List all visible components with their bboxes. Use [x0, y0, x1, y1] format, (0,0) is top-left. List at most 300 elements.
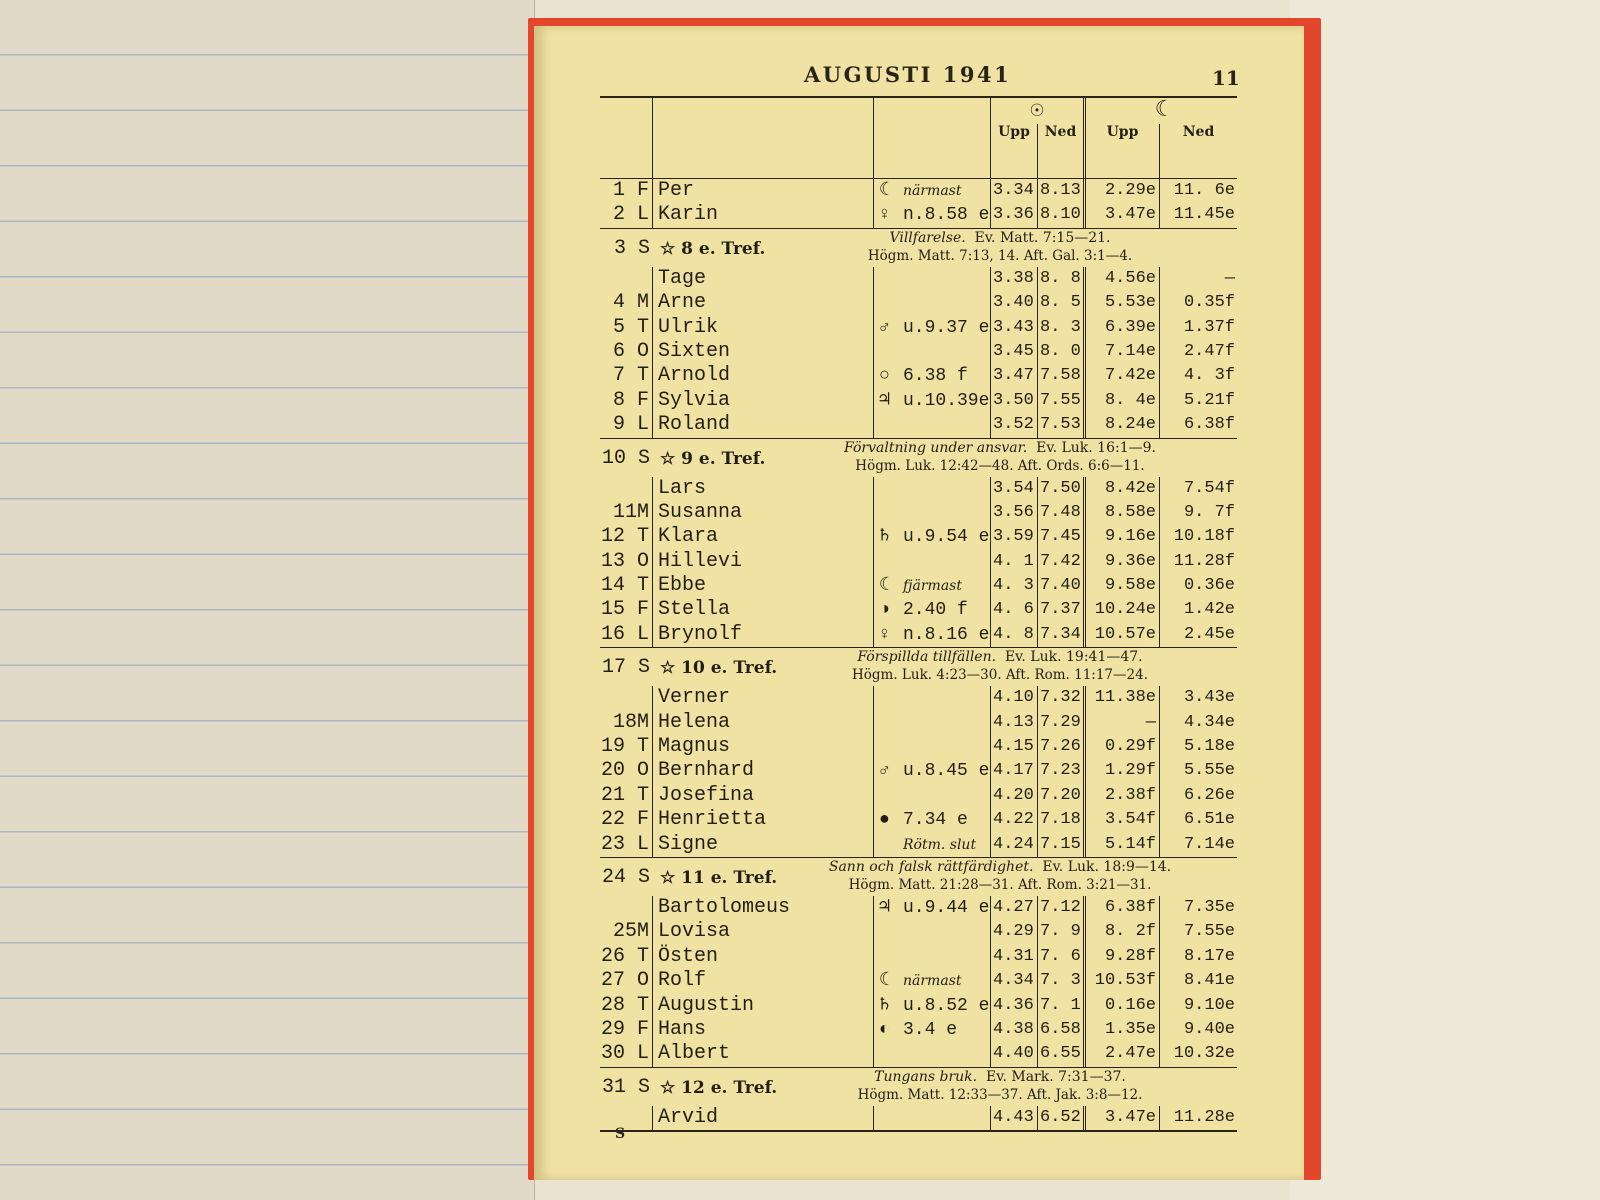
astronomy-note — [874, 316, 991, 340]
sunrise: 4. 6 — [991, 598, 1038, 622]
sunset: 7.34 — [1038, 623, 1086, 647]
astro-symbol-icon: ☾ — [879, 181, 890, 201]
astro-note-text: Rötm. slut — [903, 836, 977, 853]
day-row — [600, 550, 1237, 574]
table-surface — [1290, 0, 1600, 1200]
moonrise: 8. 4e — [1086, 389, 1160, 413]
sunrise: 3.47 — [991, 364, 1038, 388]
name-day: Bartolomeus — [653, 896, 874, 920]
day-label: 2 L — [600, 203, 653, 227]
sunday-gospel: Ev. Luk. 19:41—47. — [1004, 649, 1143, 666]
day-label: 27 O — [600, 969, 653, 993]
sunday-theme-line — [780, 439, 1220, 457]
day-label: 26 T — [600, 945, 653, 969]
sunday-row — [600, 647, 1237, 686]
sunset: 8.13 — [1038, 179, 1086, 203]
sunrise: 4. 1 — [991, 550, 1038, 574]
moonset: 7.54f — [1183, 478, 1235, 498]
day-label: 4 M — [600, 291, 653, 315]
sunday-date: 24 S — [601, 865, 650, 889]
day-label: 21 T — [600, 784, 653, 808]
astronomy-note — [874, 711, 991, 735]
astronomy-note — [874, 735, 991, 759]
day-row — [600, 1106, 1237, 1130]
name-day: Lars — [653, 477, 874, 501]
sunday-date: 17 S — [601, 656, 650, 680]
astronomy-note — [874, 896, 991, 920]
sunset: 8. 5 — [1038, 291, 1086, 315]
name-day: Augustin — [653, 994, 874, 1018]
sunset: 7.48 — [1038, 501, 1086, 525]
moonrise: 10.53f — [1086, 969, 1160, 993]
moonrise: 0.16e — [1086, 994, 1160, 1018]
name-day: Josefina — [653, 784, 874, 808]
astro-note-text: u.9.44 e — [903, 897, 990, 918]
moon-icon: ☾ — [1154, 98, 1169, 123]
day-label — [600, 686, 653, 710]
sunday-theme-line — [780, 229, 1220, 247]
moonrise: 11.38e — [1086, 686, 1160, 710]
sunrise: 4.38 — [991, 1018, 1038, 1042]
day-label: 19 T — [600, 735, 653, 759]
sunday-row — [600, 228, 1237, 267]
astronomy-note — [874, 759, 991, 783]
moonrise: — — [1086, 711, 1160, 735]
sunset: 7.15 — [1038, 833, 1086, 857]
astro-note-text: n.8.16 e — [903, 624, 990, 645]
day-label — [600, 477, 653, 501]
name-day: Rolf — [653, 969, 874, 993]
day-label: 13 O — [600, 550, 653, 574]
day-row — [600, 179, 1237, 203]
moonset: 5.55e — [1183, 761, 1235, 781]
sunday-theme-line — [780, 648, 1220, 666]
sunset: 7.12 — [1038, 896, 1086, 920]
astro-symbol-icon: ♂ — [879, 761, 890, 782]
sunday-row — [600, 438, 1237, 477]
moonrise: 9.28f — [1086, 945, 1160, 969]
astro-note-text: 3.4 e — [903, 1019, 958, 1040]
sunset: 7. 1 — [1038, 994, 1086, 1018]
moon-rise-header: Upp — [1106, 124, 1139, 140]
moonrise: 4.56e — [1086, 267, 1160, 291]
astronomy-note — [874, 550, 991, 574]
sunset: 7.26 — [1038, 735, 1086, 759]
name-day: Hans — [653, 1018, 874, 1042]
astronomy-note — [874, 994, 991, 1018]
astro-symbol-icon: ♀ — [879, 624, 890, 645]
day-row — [600, 364, 1237, 388]
calendar-page — [534, 26, 1304, 1180]
sunset: 7.58 — [1038, 364, 1086, 388]
name-day: Helena — [653, 711, 874, 735]
sunset: 7. 3 — [1038, 969, 1086, 993]
sun-set-header: Ned — [1044, 124, 1077, 140]
name-day: Signe — [653, 833, 874, 857]
day-row — [600, 501, 1237, 525]
sunday-readings: Högm. Luk. 4:23—30. Aft. Rom. 11:17—24. — [852, 667, 1148, 684]
sunset: 7.53 — [1038, 413, 1086, 437]
sunset: 7.50 — [1038, 477, 1086, 501]
day-label: 15 F — [600, 598, 653, 622]
sunset: 7.55 — [1038, 389, 1086, 413]
astronomy-note — [874, 203, 991, 227]
sunrise: 3.43 — [991, 316, 1038, 340]
sunset: 8. 8 — [1038, 267, 1086, 291]
sunrise: 3.56 — [991, 501, 1038, 525]
day-row — [600, 945, 1237, 969]
astronomy-note — [874, 833, 991, 857]
sunrise: 4.29 — [991, 920, 1038, 944]
day-row — [600, 340, 1237, 364]
moonrise: 2.29e — [1086, 179, 1160, 203]
calendar-body — [600, 179, 1237, 1130]
sunday-theme: Förvaltning under ansvar. — [844, 439, 1028, 456]
sunrise: 4.31 — [991, 945, 1038, 969]
moonrise: 10.57e — [1086, 623, 1160, 647]
moonset: 11.28f — [1173, 551, 1235, 571]
astronomy-note — [874, 574, 991, 598]
moonrise: 6.39e — [1086, 316, 1160, 340]
name-day: Brynolf — [653, 623, 874, 647]
astro-symbol-icon: ♂ — [879, 317, 890, 338]
sunrise: 3.59 — [991, 525, 1038, 549]
moonrise: 9.36e — [1086, 550, 1160, 574]
moonset: 5.21f — [1183, 390, 1235, 410]
sunrise: 4.40 — [991, 1042, 1038, 1066]
sunday-title: ☆ 12 e. Tref. — [660, 1077, 778, 1098]
day-label — [600, 896, 653, 920]
astronomy-note — [874, 364, 991, 388]
astronomy-note — [874, 945, 991, 969]
moonset: 10.32e — [1173, 1044, 1235, 1064]
moonset: 8.41e — [1183, 971, 1235, 991]
moonset: 3.43e — [1183, 688, 1235, 708]
sunrise: 3.34 — [991, 179, 1038, 203]
sun-header — [991, 98, 1086, 178]
day-row — [600, 759, 1237, 783]
day-row — [600, 920, 1237, 944]
astronomy-note — [874, 340, 991, 364]
day-row — [600, 598, 1237, 622]
moonset: 2.47f — [1183, 341, 1235, 361]
sunset: 8. 0 — [1038, 340, 1086, 364]
name-day: Stella — [653, 598, 874, 622]
astro-symbol-icon: ♄ — [879, 527, 890, 548]
moonset: 9. 7f — [1183, 502, 1235, 522]
day-label: 5 T — [600, 316, 653, 340]
sunday-readings: Högm. Luk. 12:42—48. Aft. Ords. 6:6—11. — [855, 457, 1145, 474]
sunday-row — [600, 857, 1237, 896]
sunrise: 4.20 — [991, 784, 1038, 808]
page-number: 11 — [1212, 66, 1240, 90]
day-label: 12 T — [600, 525, 653, 549]
sunday-theme-line — [780, 858, 1220, 876]
moonrise: 9.58e — [1086, 574, 1160, 598]
sunrise: 4.36 — [991, 994, 1038, 1018]
day-label: 25M — [600, 920, 653, 944]
moonset: 8.17e — [1183, 946, 1235, 966]
day-row — [600, 477, 1237, 501]
moonrise: 3.47e — [1086, 203, 1160, 227]
astro-note-text: närmast — [903, 183, 962, 199]
name-day: Susanna — [653, 501, 874, 525]
day-row — [600, 623, 1237, 647]
day-label: 7 T — [600, 364, 653, 388]
table-header — [600, 98, 1237, 179]
sunday-theme-line — [780, 1068, 1220, 1086]
sunset: 7.40 — [1038, 574, 1086, 598]
sunday-date: 10 S — [601, 446, 650, 470]
sunday-theme: Sann och falsk rättfärdighet. — [828, 858, 1034, 875]
day-row — [600, 1018, 1237, 1042]
sunday-title: ☆ 10 e. Tref. — [660, 658, 778, 679]
moonrise: 8. 2f — [1086, 920, 1160, 944]
moonrise: 2.38f — [1086, 784, 1160, 808]
moonrise: 7.42e — [1086, 364, 1160, 388]
moonset: — — [1224, 268, 1235, 288]
moonrise: 10.24e — [1086, 598, 1160, 622]
astro-note-text: u.8.52 e — [903, 995, 990, 1016]
astro-note-text: fjärmast — [903, 578, 962, 595]
sunset: 6.52 — [1038, 1106, 1086, 1130]
name-day: Arnold — [653, 364, 874, 388]
moonset: 1.37f — [1183, 317, 1235, 337]
moonrise: 1.29f — [1086, 759, 1160, 783]
day-row — [600, 735, 1237, 759]
astronomy-note — [874, 267, 991, 291]
day-label: 18M — [600, 711, 653, 735]
day-label: 9 L — [600, 413, 653, 437]
moonset: 11. 6e — [1173, 181, 1235, 200]
astronomy-note — [874, 389, 991, 413]
day-row — [600, 389, 1237, 413]
moonrise: 2.47e — [1086, 1042, 1160, 1066]
astro-symbol-icon: ◐ — [879, 1019, 890, 1040]
day-row — [600, 808, 1237, 832]
sunday-row — [600, 1067, 1237, 1106]
sunset: 7. 9 — [1038, 920, 1086, 944]
day-label: 20 O — [600, 759, 653, 783]
moonset: 6.51e — [1183, 810, 1235, 830]
moonrise: 7.14e — [1086, 340, 1160, 364]
astronomy-note — [874, 179, 991, 203]
day-label: 1 F — [600, 179, 653, 203]
astro-note-text: u.10.39e — [903, 390, 990, 411]
astronomy-note — [874, 501, 991, 525]
sunday-title: ☆ 11 e. Tref. — [660, 867, 778, 888]
sunday-gospel: Ev. Mark. 7:31—37. — [986, 1068, 1126, 1085]
astro-note-text: 2.40 f — [903, 600, 968, 621]
sunrise: 4.24 — [991, 833, 1038, 857]
day-label: 29 F — [600, 1018, 653, 1042]
day-row — [600, 896, 1237, 920]
astronomy-note — [874, 920, 991, 944]
name-day: Hillevi — [653, 550, 874, 574]
moonrise: 8.24e — [1086, 413, 1160, 437]
astronomy-note — [874, 477, 991, 501]
name-day: Bernhard — [653, 759, 874, 783]
moonset: 7.35e — [1183, 897, 1235, 917]
sunday-theme: Förspillda tillfällen. — [857, 649, 997, 666]
sunrise: 3.50 — [991, 389, 1038, 413]
day-label: 8 F — [600, 389, 653, 413]
moonset: 9.10e — [1183, 995, 1235, 1015]
moonset: 0.36e — [1183, 576, 1235, 596]
astronomy-note — [874, 784, 991, 808]
astro-symbol-icon: ♃ — [879, 390, 890, 411]
sunrise: 4.13 — [991, 711, 1038, 735]
moonrise: 5.14f — [1086, 833, 1160, 857]
moonset: 0.35f — [1183, 293, 1235, 313]
astronomy-note — [874, 686, 991, 710]
sunset: 7.18 — [1038, 808, 1086, 832]
name-day: Henrietta — [653, 808, 874, 832]
name-day: Lovisa — [653, 920, 874, 944]
calendar-table — [600, 96, 1237, 1132]
sunrise: 4.17 — [991, 759, 1038, 783]
sunrise: 4.10 — [991, 686, 1038, 710]
moonrise: 8.42e — [1086, 477, 1160, 501]
name-day: Per — [653, 179, 874, 203]
sunday-readings: Högm. Matt. 7:13, 14. Aft. Gal. 3:1—4. — [867, 247, 1133, 264]
moonset: 2.45e — [1183, 624, 1235, 644]
sunset: 8. 3 — [1038, 316, 1086, 340]
page-title: AUGUSTI 1941 — [804, 62, 1012, 87]
moonset: 7.14e — [1183, 834, 1235, 854]
sunrise: 3.40 — [991, 291, 1038, 315]
sunrise: 3.45 — [991, 340, 1038, 364]
astronomy-note — [874, 1106, 991, 1130]
day-label: 14 T — [600, 574, 653, 598]
moonset: 6.26e — [1183, 785, 1235, 805]
day-row — [600, 833, 1237, 857]
moonset: 4.34e — [1183, 712, 1235, 732]
moonset: 11.45e — [1173, 205, 1235, 225]
sunday-gospel: Ev. Luk. 16:1—9. — [1036, 439, 1156, 456]
astronomy-note — [874, 525, 991, 549]
sunrise: 4.34 — [991, 969, 1038, 993]
astronomy-note — [874, 1042, 991, 1066]
sunday-date: 31 S — [601, 1075, 650, 1099]
name-day: Albert — [653, 1042, 874, 1066]
astronomy-note — [874, 969, 991, 993]
astro-symbol-icon: ○ — [879, 366, 890, 387]
astro-note-text: n.8.58 e — [903, 205, 990, 226]
sunset: 7.23 — [1038, 759, 1086, 783]
day-row — [600, 525, 1237, 549]
day-row — [600, 291, 1237, 315]
day-label: 23 L — [600, 833, 653, 857]
name-day: Magnus — [653, 735, 874, 759]
sunrise: 4.43 — [991, 1106, 1038, 1130]
sunset: 7.32 — [1038, 686, 1086, 710]
name-day: Sylvia — [653, 389, 874, 413]
day-row — [600, 711, 1237, 735]
name-day: Östen — [653, 945, 874, 969]
sunrise: 3.36 — [991, 203, 1038, 227]
moonrise: 0.29f — [1086, 735, 1160, 759]
sunday-theme: Villfarelse. — [889, 229, 966, 246]
moonrise: 9.16e — [1086, 525, 1160, 549]
astronomy-note — [874, 413, 991, 437]
name-day: Ulrik — [653, 316, 874, 340]
moonrise: 8.58e — [1086, 501, 1160, 525]
astro-symbol-icon: ♃ — [879, 897, 890, 918]
day-row — [600, 1042, 1237, 1066]
name-day: Sixten — [653, 340, 874, 364]
moonrise: 1.35e — [1086, 1018, 1160, 1042]
astro-note-text: 7.34 e — [903, 810, 968, 831]
sunday-title: ☆ 8 e. Tref. — [660, 238, 766, 259]
day-row — [600, 994, 1237, 1018]
sunday-theme: Tungans bruk. — [874, 1068, 978, 1085]
astro-note-text: u.9.54 e — [903, 527, 990, 548]
name-day: Ebbe — [653, 574, 874, 598]
day-label: 11M — [600, 501, 653, 525]
sunrise: 3.54 — [991, 477, 1038, 501]
astro-symbol-icon: ♄ — [879, 995, 890, 1016]
moonset: 6.38f — [1183, 415, 1235, 435]
astro-symbol-icon: ☾ — [879, 971, 890, 992]
day-row — [600, 413, 1237, 437]
day-row — [600, 316, 1237, 340]
day-label: 30 L — [600, 1042, 653, 1066]
astronomy-note — [874, 598, 991, 622]
sunset: 6.55 — [1038, 1042, 1086, 1066]
moonrise: 3.47e — [1086, 1106, 1160, 1130]
moon-header — [1086, 98, 1237, 178]
sunrise: 3.38 — [991, 267, 1038, 291]
sunset: 7.45 — [1038, 525, 1086, 549]
moonrise: 6.38f — [1086, 896, 1160, 920]
astro-symbol-icon: ☾ — [879, 576, 890, 597]
astronomy-note — [874, 808, 991, 832]
sun-rise-header: Upp — [998, 124, 1030, 140]
sunset: 7. 6 — [1038, 945, 1086, 969]
sunday-readings: Högm. Matt. 21:28—31. Aft. Rom. 3:21—31. — [848, 876, 1152, 893]
astronomy-note — [874, 291, 991, 315]
sunday-gospel: Ev. Matt. 7:15—21. — [974, 229, 1111, 246]
day-row — [600, 686, 1237, 710]
astro-note-text: 6.38 f — [903, 366, 968, 387]
moon-set-header: Ned — [1182, 124, 1215, 140]
name-day: Roland — [653, 413, 874, 437]
moonset: 5.18e — [1183, 737, 1235, 757]
sunday-title: ☆ 9 e. Tref. — [660, 448, 766, 469]
day-row — [600, 969, 1237, 993]
astro-symbol-icon: ♀ — [879, 205, 890, 226]
astro-note-text: u.8.45 e — [903, 761, 990, 782]
sunday-gospel: Ev. Luk. 18:9—14. — [1042, 858, 1172, 875]
day-row — [600, 267, 1237, 291]
day-label — [600, 1106, 653, 1130]
sunrise: 4.27 — [991, 896, 1038, 920]
day-row — [600, 784, 1237, 808]
sunday-date: 3 S — [613, 236, 650, 260]
moonset: 1.42e — [1183, 600, 1235, 620]
name-day: Verner — [653, 686, 874, 710]
sunset: 7.29 — [1038, 711, 1086, 735]
name-day: Arvid — [653, 1106, 874, 1130]
moonset: 4. 3f — [1183, 366, 1235, 386]
left-blank-lined-page — [0, 0, 535, 1200]
day-label: 22 F — [600, 808, 653, 832]
day-row — [600, 574, 1237, 598]
sunrise: 4.15 — [991, 735, 1038, 759]
moonrise: 5.53e — [1086, 291, 1160, 315]
astronomy-note — [874, 623, 991, 647]
